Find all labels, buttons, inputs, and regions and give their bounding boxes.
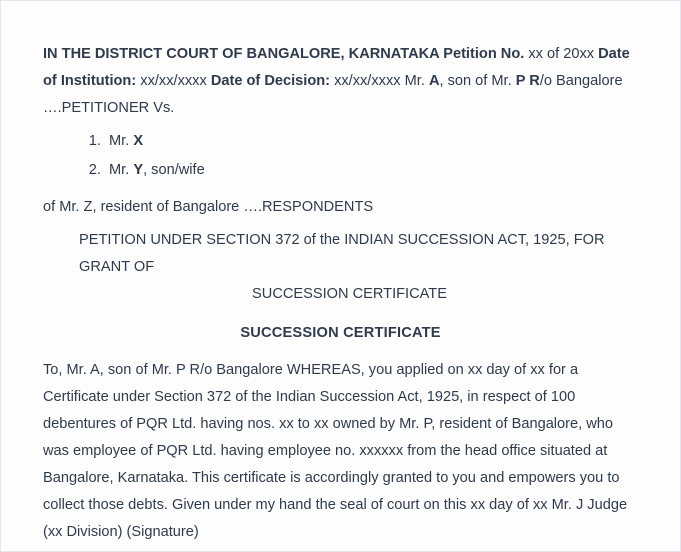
respondent-prefix: Mr. — [109, 133, 134, 149]
list-item — [105, 128, 638, 155]
respondent-address-line: of Mr. Z, resident of Bangalore ….RESPONDENTS — [43, 199, 374, 215]
petitioner-relation: , son of Mr. — [439, 73, 516, 89]
petition-number-value: xx of 20xx — [524, 46, 599, 62]
petitioner-name: A — [428, 73, 440, 89]
court-name-label: IN THE DISTRICT COURT OF BANGALORE, KARNATAKA Petition No. — [43, 46, 525, 62]
list-item — [105, 157, 638, 184]
certificate-title: SUCCESSION CERTIFICATE — [240, 325, 441, 341]
date-of-institution-label: Date of Institution: — [43, 46, 630, 89]
date-of-institution-value: xx/xx/xxxx — [136, 73, 211, 89]
respondent-name: X — [133, 133, 144, 149]
petition-under-section-block — [43, 227, 638, 308]
date-of-decision-label: Date of Decision: — [210, 73, 331, 89]
court-heading-paragraph — [43, 41, 638, 122]
respondents-list — [43, 128, 638, 184]
certificate-body-text: To, Mr. A, son of Mr. P R/o Bangalore WHEREAS, you applied on xx day of xx for a Certificate under Section 372 of the Indian Succession Act, 1925, in respect of 100 debentures of PQR Ltd. having nos. xx to xx owned by Mr. P, resident of Bangalore, who was employee of PQR Ltd. having employee no. xxxxxx from the head office situated at Bangalore, Karnataka. This certificate is accordingly granted to you and empowers you to collect those debts. Given under my hand the seal of court on this xx day of xx Mr. J Judge (xx Division) (Signature) — [43, 362, 628, 540]
date-of-decision-value: xx/xx/xxxx Mr. — [330, 73, 429, 89]
petitioner-father-name: P R — [515, 73, 540, 89]
respondent-name: Y — [133, 162, 144, 178]
document-body — [43, 41, 638, 546]
petition-under-section-line-2: SUCCESSION CERTIFICATE — [252, 286, 447, 302]
petition-under-section-line-1: PETITION UNDER SECTION 372 of the INDIAN SUCCESSION ACT, 1925, FOR GRANT OF — [79, 232, 605, 275]
respondent-suffix: , son/wife — [143, 162, 205, 178]
respondent-prefix: Mr. — [109, 162, 134, 178]
petitioner-address: /o Bangalore ….PETITIONER Vs. — [43, 73, 623, 116]
